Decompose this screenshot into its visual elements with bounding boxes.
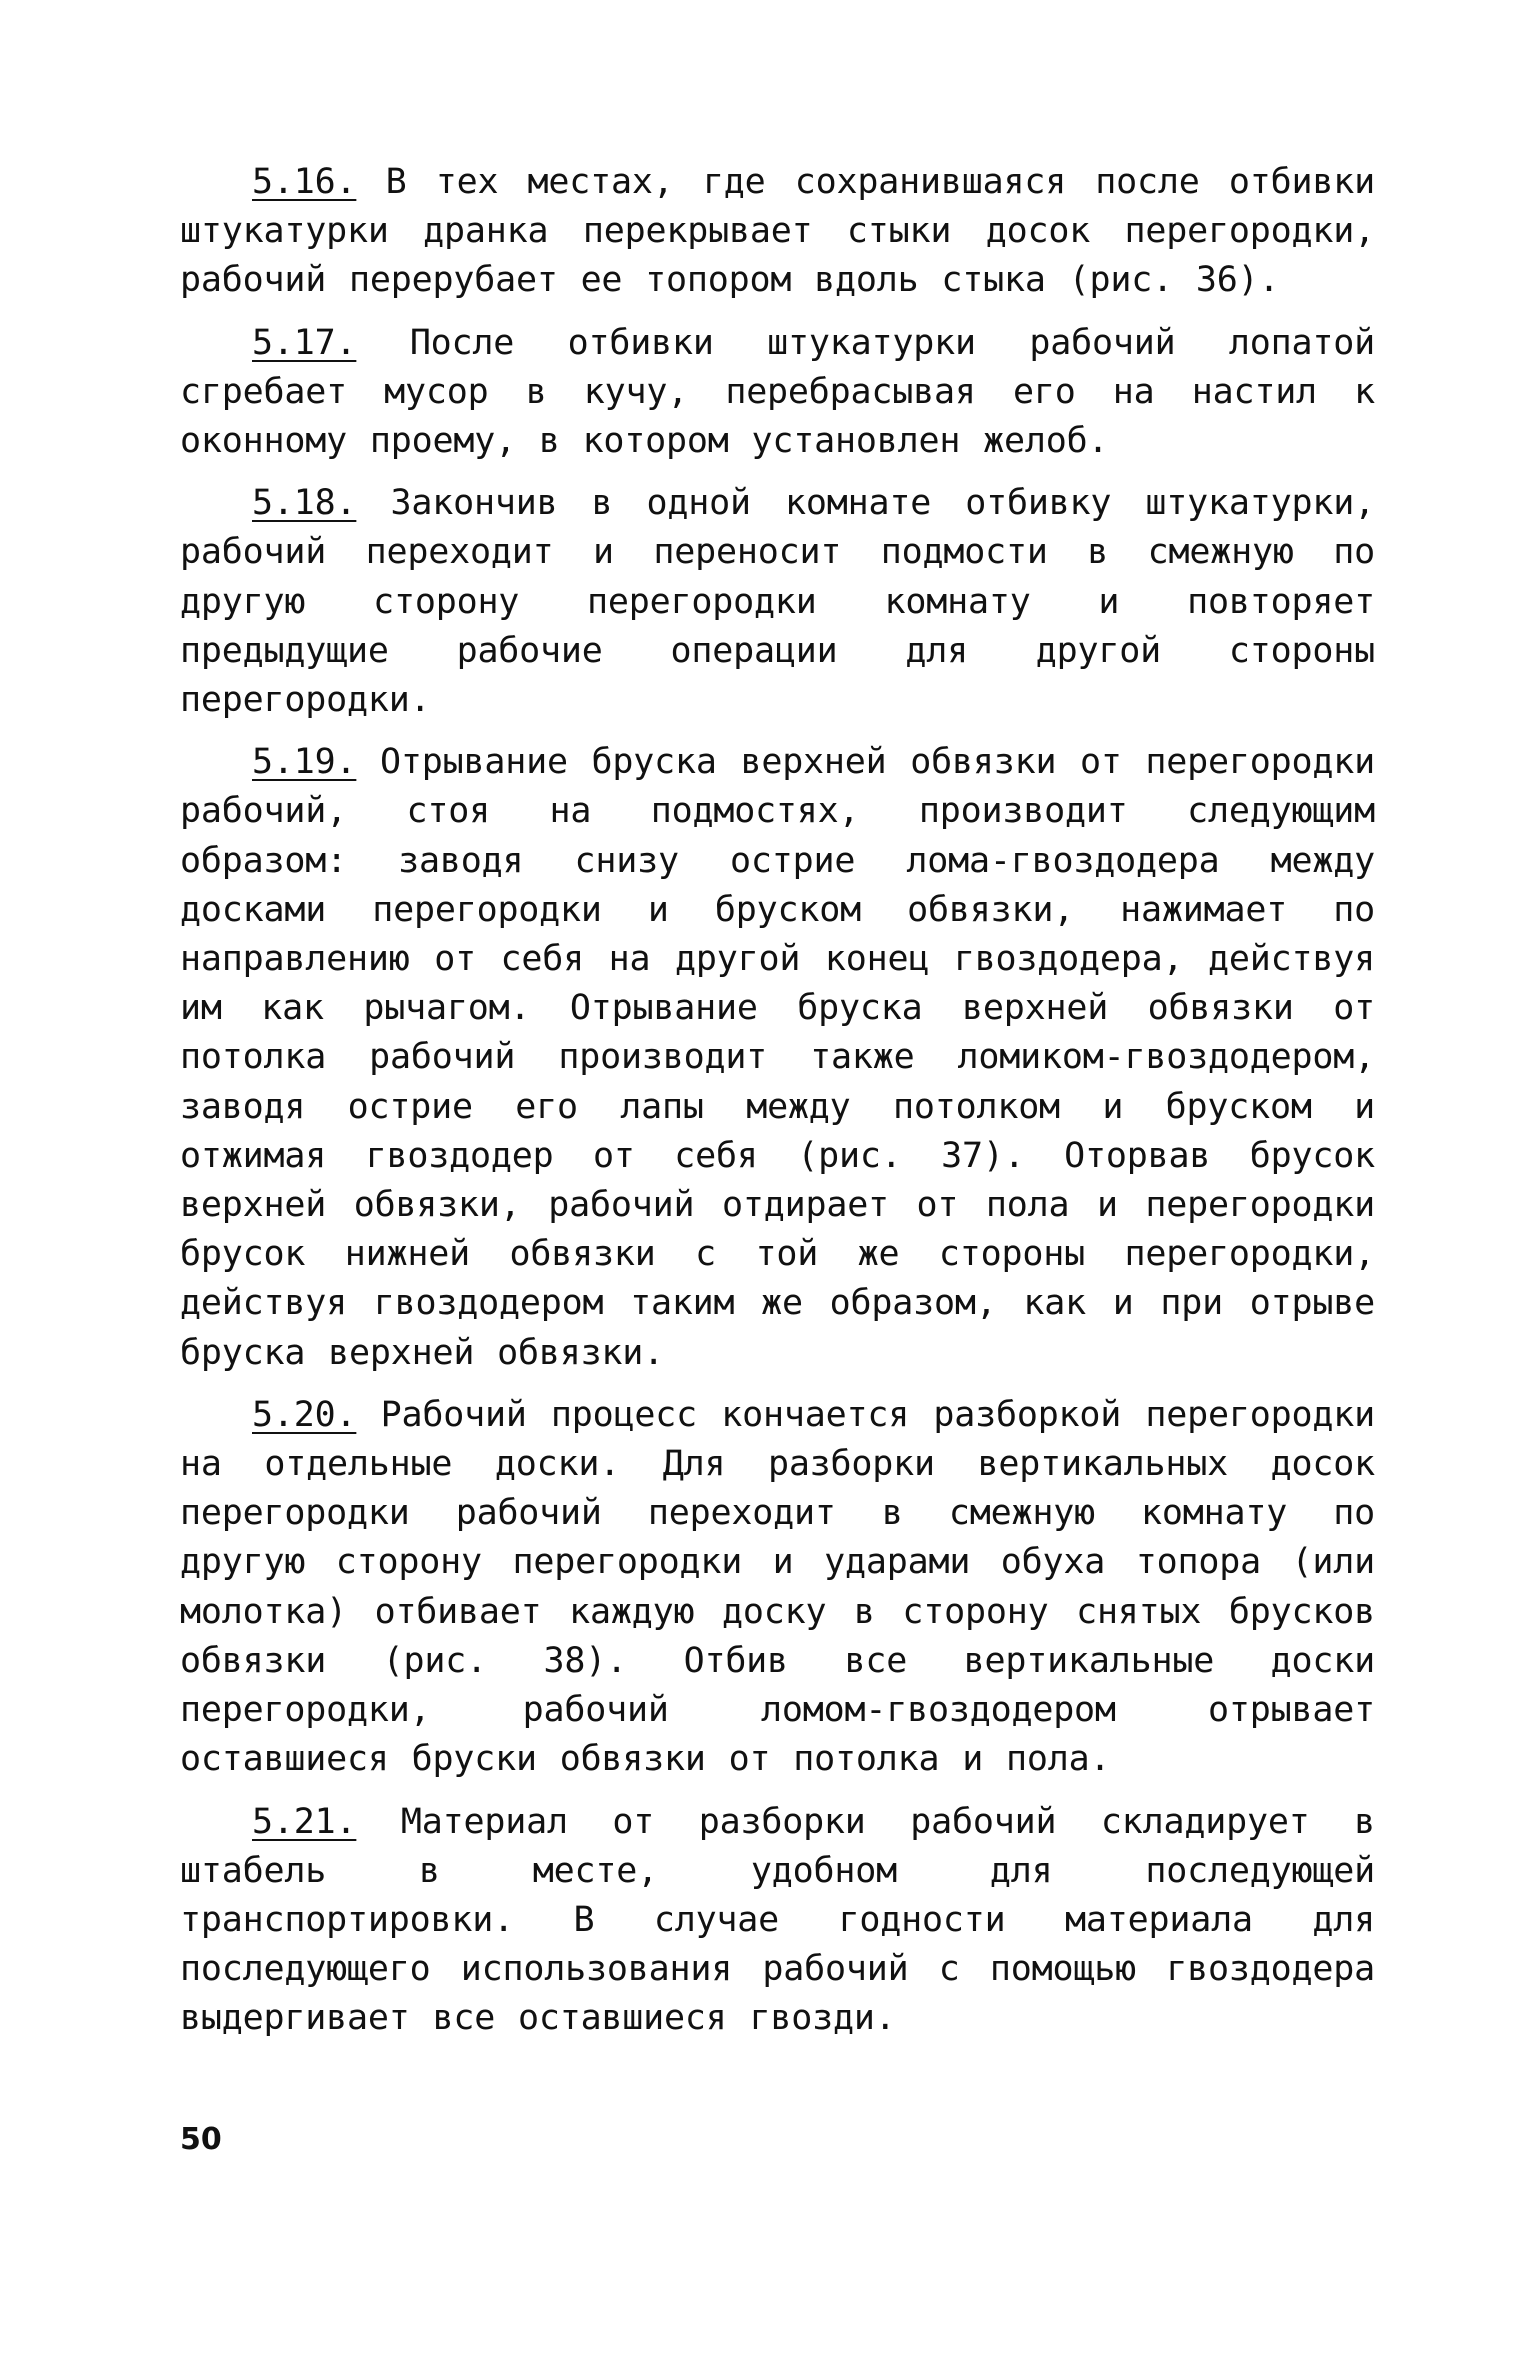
paragraph-5-19 (180, 738, 1375, 1378)
paragraph-number: 5.17. (252, 322, 357, 363)
paragraph-text: После отбивки штукатурки рабочий лопатой сгребает мусор в кучу, перебрасывая его на настил к оконному проему, в котором установлен желоб. (180, 322, 1375, 462)
document-body (180, 158, 1375, 2057)
paragraph-number: 5.16. (252, 162, 357, 202)
paragraph-5-17 (180, 319, 1375, 467)
paragraph-number: 5.19. (252, 742, 357, 783)
page-number: 50 (180, 2122, 222, 2157)
paragraph-number: 5.20. (252, 1394, 357, 1435)
paragraph-text: Отрывание бруска верхней обвязки от перегородки рабочий, стоя на подмостях, производит следующим образом: заводя снизу острие лома-гвоздодера между досками перегородки и бруском обвязки, нажимает по направлению от себя на другой конец гвоздодера, действуя им как рычагом. Отрывание бруска верхней обвязки от потолка рабочий производит также ломиком-гвоздодером, заводя острие его лапы между потолком и бруском и отжимая гвоздодер от себя (рис. 37). Оторвав брусок верхней обвязки, рабочий отдирает от пола и перегородки брусок нижней обвязки с той же стороны перегородки, действуя гвоздодером таким же образом, как и при отрыве бруска верхней обвязки. (180, 742, 1375, 1373)
paragraph-text: Рабочий процесс кончается разборкой перегородки на отдельные доски. Для разборки вертикальных досок перегородки рабочий переходит в смежную комнату по другую сторону перегородки и ударами обуха топора (или молотка) отбивает каждую доску в сторону снятых брусков обвязки (рис. 38). Отбив все вертикальные доски перегородки, рабочий ломом-гвоздодером отрывает оставшиеся бруски обвязки от потолка и пола. (180, 1394, 1375, 1780)
paragraph-number: 5.21. (252, 1801, 357, 1842)
paragraph-text: Материал от разборки рабочий складирует в штабель в месте, удобном для последующей транспортировки. В случае годности материала для последующего использования рабочий с помощью гвоздодера выдергивает все оставшиеся гвозди. (180, 1801, 1375, 2039)
paragraph-5-21 (180, 1798, 1375, 2044)
paragraph-text: Закончив в одной комнате отбивку штукатурки, рабочий переходит и переносит подмости в смежную по другую сторону перегородки комнату и повторяет предыдущие рабочие операции для другой стороны перегородки. (180, 483, 1375, 721)
paragraph-5-18 (180, 479, 1375, 725)
paragraph-5-20 (180, 1391, 1375, 1785)
paragraph-text: В тех местах, где сохранившаяся после отбивки штукатурки дранка перекрывает стыки досок перегородки, рабочий перерубает ее топором вдоль стыка (рис. 36). (180, 162, 1375, 301)
paragraph-5-16 (180, 158, 1375, 306)
paragraph-number: 5.18. (252, 483, 357, 524)
